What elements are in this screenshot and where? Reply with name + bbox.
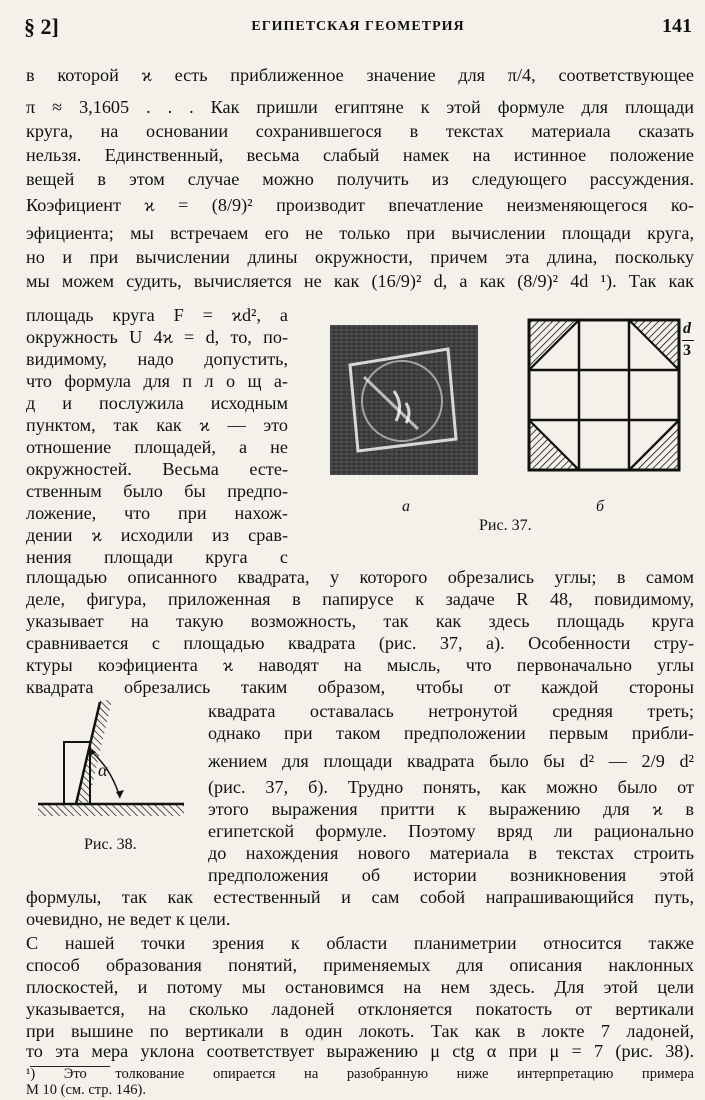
text-line: окружность U 4ϰ = d, то, по- bbox=[26, 327, 288, 347]
ground-hatch bbox=[38, 804, 184, 816]
text-line: д и послужила исходным bbox=[26, 393, 288, 413]
text-line: эфициента; мы встречаем его не только при вычислении площади круга, bbox=[26, 223, 694, 243]
text-line: египетской формуле. Поэтому вряд ли рационально bbox=[208, 821, 694, 841]
text-line: очевидно, не ведет к цели. bbox=[26, 909, 231, 929]
text-line: площадь круга F = ϰd², а bbox=[26, 305, 288, 325]
text-line: что формула для п л о щ а- bbox=[26, 371, 288, 391]
text-line: видимому, надо допустить, bbox=[26, 349, 288, 369]
text-line: при вышине по вертикали в один локоть. Так как в локте 7 ладоней, bbox=[26, 1021, 694, 1041]
text-line: в которой ϰ есть приближенное значение для π/4, соответствующее bbox=[26, 65, 694, 85]
fig37-caption: Рис. 37. bbox=[479, 517, 532, 534]
footnote-line: ¹) Это толкование опирается на разобранную ниже интерпретацию примера bbox=[26, 1066, 694, 1082]
text-line: вещей в этом случае можно получить из следующего рассуждения. bbox=[26, 169, 694, 189]
text-line: (рис. 37, б). Трудно понять, как можно было от bbox=[208, 777, 694, 797]
fig38-caption: Рис. 38. bbox=[84, 836, 137, 853]
section-number: § 2] bbox=[24, 14, 59, 39]
fig37-dim-denominator: 3 bbox=[683, 342, 691, 359]
text-line: указывает на такую возможность, так как здесь площадь круга bbox=[26, 611, 694, 631]
text-line: плоскостей, и потому мы остановимся на нем здесь. Для этой цели bbox=[26, 977, 694, 997]
text-line: π ≈ 3,1605 . . . Как пришли египтяне к этой формуле для площади bbox=[26, 97, 694, 117]
text-line: жением для площади квадрата было бы d² — 2/9 d² bbox=[208, 751, 694, 771]
fig37b-diagram bbox=[527, 318, 705, 488]
text-line: способ образования понятий, применяемых для описания наклонных bbox=[26, 955, 694, 975]
text-line: этого выражения притти к выражению для ϰ в bbox=[208, 799, 694, 819]
text-line: нения площади круга с bbox=[26, 547, 288, 567]
text-line: сравнивается с площадью квадрата (рис. 37, а). Особенности стру- bbox=[26, 633, 694, 653]
text-line: С нашей точки зрения к области планиметрии относится также bbox=[26, 933, 694, 953]
fig38-angle-label: α bbox=[98, 760, 108, 780]
running-title: ЕГИПЕТСКАЯ ГЕОМЕТРИЯ bbox=[251, 19, 465, 34]
text-line: деле, фигура, приложенная в папирусе к задаче R 48, повидимому, bbox=[26, 589, 694, 609]
fig37-dim-bar bbox=[682, 340, 694, 341]
text-line: предположения об истории возникновения этой bbox=[208, 865, 694, 885]
text-line: квадрата обрезались таким образом, чтобы от каждой стороны bbox=[26, 677, 694, 697]
fig37a-papyrus-photo bbox=[330, 325, 478, 475]
text-line: окружностей. Весьма есте- bbox=[26, 459, 288, 479]
text-line: указывается, на сколько ладоней отклоняется покатость от вертикали bbox=[26, 999, 694, 1019]
text-line: Коэфициент ϰ = (8/9)² производит впечатление неизменяющегося ко- bbox=[26, 195, 694, 215]
page-number: 141 bbox=[662, 15, 692, 37]
footnote-line: M 10 (см. стр. 146). bbox=[26, 1082, 146, 1098]
text-line: дении ϰ исходили из срав- bbox=[26, 525, 288, 545]
text-line: квадрата оставалась нетронутой средняя треть; bbox=[208, 701, 694, 721]
text-line: площадью описанного квадрата, у которого обрезались углы; в самом bbox=[26, 567, 694, 587]
text-line: пунктом, так как ϰ — это bbox=[26, 415, 288, 435]
text-line: круга, на основании сохранившегося в текстах материала сказать bbox=[26, 121, 694, 141]
text-line: отношение площадей, а не bbox=[26, 437, 288, 457]
text-line: ственным было бы предпо- bbox=[26, 481, 288, 501]
fig37-label-a: а bbox=[402, 498, 410, 515]
text-line: формулы, так как естественный и сам собой напрашивающийся путь, bbox=[26, 887, 694, 907]
text-line: нельзя. Единственный, весьма слабый намек на истинное положение bbox=[26, 145, 694, 165]
text-line: ложение, что при нахож- bbox=[26, 503, 288, 523]
running-header bbox=[24, 14, 692, 40]
text-line: но и при вычислении длины окружности, причем эта длина, поскольку bbox=[26, 247, 694, 267]
fig37-label-b: б bbox=[596, 498, 605, 515]
text-line: однако при таком предположении первым прибли- bbox=[208, 723, 694, 743]
text-line: то эта мера уклона соответствует выражению μ ctg α при μ = 7 (рис. 38). bbox=[26, 1041, 694, 1061]
papyrus-sketch bbox=[330, 325, 478, 475]
fig38-diagram bbox=[28, 700, 188, 830]
text-line: до нахождения нового материала в текстах строить bbox=[208, 843, 694, 863]
fig37-dim-numerator: d bbox=[683, 320, 691, 337]
text-line: мы можем судить, вычисляется не как (16/9)² d, а как (8/9)² 4d ¹). Так как bbox=[26, 271, 694, 291]
text-line: ктуры коэфициента ϰ наводят на мысль, что первоначально углы bbox=[26, 655, 694, 675]
